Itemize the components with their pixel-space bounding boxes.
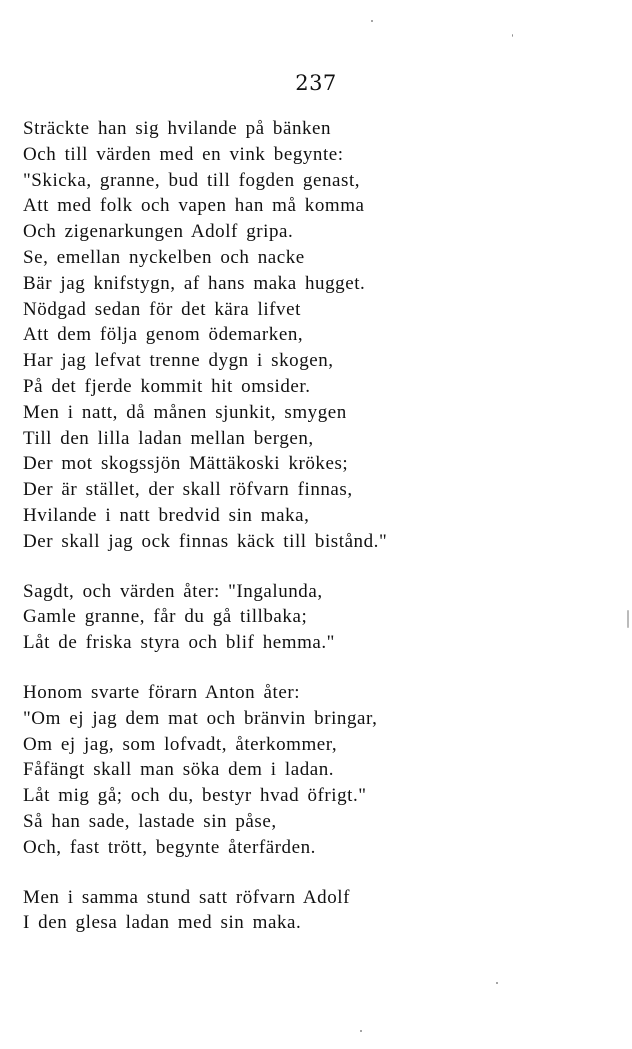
poem-line: Hvilande i natt bredvid sin maka, [23,504,310,526]
poem-text [23,116,623,936]
stanza-1 [23,116,623,555]
poem-line: Gamle granne, får du gå tillbaka; [23,606,308,628]
poem-line: Låt de friska styra och blif hemma." [23,632,335,654]
poem-line: Har jag lefvat trenne dygn i skogen, [23,350,334,372]
poem-line: Bär jag knifstygn, af hans maka hugget. [23,272,366,294]
poem-line: Att dem följa genom ödemarken, [23,324,304,346]
poem-line: Der är stället, der skall röfvarn finnas, [23,479,353,501]
poem-line: Men i samma stund satt röfvarn Adolf [23,886,350,908]
poem-line: Och till värden med en vink begynte: [23,143,344,165]
page-number: 237 [295,71,337,95]
poem-line: Sträckte han sig hvilande på bänken [23,118,332,139]
scan-speck [512,34,513,37]
poem-line: Så han sade, lastade sin påse, [23,810,277,832]
poem-line: Fåfängt skall man söka dem i ladan. [23,759,335,781]
poem-line: "Om ej jag dem mat och bränvin bringar, [23,707,378,729]
poem-line: Till den lilla ladan mellan bergen, [23,427,314,449]
poem-line: Och zigenarkungen Adolf gripa. [23,221,294,243]
poem-line: "Skicka, granne, bud till fogden genast, [23,169,361,191]
scan-speck [627,610,629,628]
scan-speck [360,1030,362,1032]
poem-line: Honom svarte förarn Anton åter: [23,681,301,703]
poem-line: Der skall jag ock finnas käck till bistånd." [23,530,388,552]
poem-line: Sagdt, och värden åter: "Ingalunda, [23,580,323,602]
poem-line: Der mot skogssjön Mättäkoski krökes; [23,453,349,475]
poem-line: Låt mig gå; och du, bestyr hvad öfrigt." [23,785,367,807]
poem-line: Men i natt, då månen sjunkit, smygen [23,401,347,423]
stanza-2 [23,579,623,656]
stanza-4 [23,885,623,937]
poem-line: Om ej jag, som lofvadt, återkommer, [23,733,338,755]
scan-speck [371,20,373,22]
poem-line: Nödgad sedan för det kära lifvet [23,298,301,320]
poem-line: På det fjerde kommit hit omsider. [23,375,311,397]
poem-line: I den glesa ladan med sin maka. [23,912,302,934]
poem-line: Se, emellan nyckelben och nacke [23,246,305,268]
poem-line: Och, fast trött, begynte återfärden. [23,836,316,858]
stanza-3 [23,680,623,861]
poem-line: Att med folk och vapen han må komma [23,195,365,217]
scan-speck [496,982,498,984]
